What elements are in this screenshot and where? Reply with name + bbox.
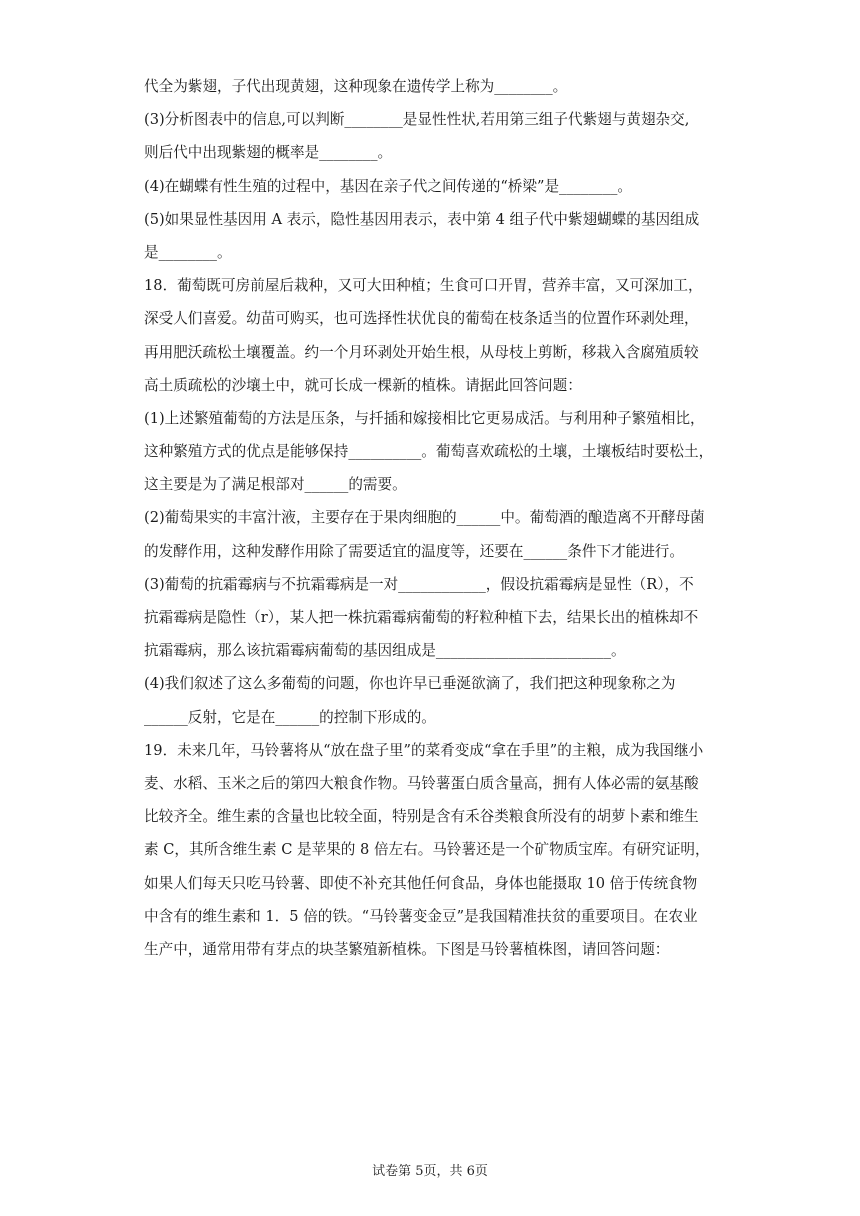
page-footer: 试卷第 5页，共 6页 [372,1164,488,1179]
text-line: (1)上述繁殖葡萄的方法是压条，与扦插和嫁接相比它更易成活。与利用种子繁殖相比， [144,409,705,427]
text-line: 中含有的维生素和 1．5 倍的铁。“马铃薯变金豆”是我国精准扶贫的重要项目。在农业 [144,907,698,925]
text-line: (5)如果显性基因用 A 表示，隐性基因用表示，表中第 4 组子代中紫翅蝴蝶的基因组成 [144,210,700,228]
question-text [144,70,716,966]
text-line: 再用肥沃疏松土壤覆盖。约一个月环剥处开始生根，从母枝上剪断，移栽入含腐殖质较 [144,343,699,361]
text-line: 抗霜霉病是隐性（r），某人把一株抗霜霉病葡萄的籽粒种植下去，结果长出的植株却不 [144,609,699,626]
text-line: 深受人们喜爱。幼苗可购买，也可选择性状优良的葡萄在枝条适当的位置作环剥处理， [144,310,699,328]
text-line: 则后代中出现紫翅的概率是________。 [144,144,393,162]
text-line: 代全为紫翅，子代出现黄翅，这种现象在遗传学上称为________。 [144,78,568,95]
text-line: 的发酵作用，这种发酵作用除了需要适宜的温度等，还要在______条件下才能进行。 [144,542,684,560]
text-line: 抗霜霉病，那么该抗霜霉病葡萄的基因组成是________________________。 [144,642,626,660]
text-line: 麦、水稻、玉米之后的第四大粮食作物。马铃薯蛋白质含量高，拥有人体必需的氨基酸 [144,774,699,792]
text-line: (4)在蝴蝶有性生殖的过程中，基因在亲子代之间传递的“桥梁”是________。 [144,177,633,195]
question-19-line: 19．未来几年，马铃薯将从“放在盘子里”的菜肴变成“拿在手里”的主粮，成为我国继小 [144,741,704,759]
text-line: 生产中，通常用带有芽点的块茎繁殖新植株。下图是马铃薯植株图，请回答问题： [144,940,670,958]
text-line: 这主要是为了满足根部对______的需要。 [144,476,407,494]
text-line: (2)葡萄果实的丰富汁液，主要存在于果肉细胞的______中。葡萄酒的酿造离不开酵母菌 [144,509,705,527]
text-line: 如果人们每天只吃马铃薯、即使不补充其他任何食品，身体也能摄取 10 倍于传统食物 [144,874,698,892]
text-line: ______反射，它是在______的控制下形成的。 [144,708,436,726]
text-line: 这种繁殖方式的优点是能够保持__________。葡萄喜欢疏松的土壤，土壤板结时要松土， [144,443,714,461]
text-line: 是________。 [144,243,232,261]
text-line: (3)葡萄的抗霜霉病与不抗霜霉病是一对____________，假设抗霜霉病是显性（R），不 [144,575,694,593]
text-line: 素 C，其所含维生素 C 是苹果的 8 倍左右。马铃薯还是一个矿物质宝库。有研究证明， [144,841,710,859]
text-line: 比较齐全。维生素的含量也比较全面，特别是含有禾谷类粮食所没有的胡萝卜素和维生 [144,808,699,826]
text-line: (3)分析图表中的信息,可以判断________是显性性状,若用第三组子代紫翅与黄翅杂交, [144,111,690,129]
text-line: (4)我们叙述了这么多葡萄的问题，你也许早已垂涎欲滴了，我们把这种现象称之为 [144,675,676,693]
question-18-line: 18．葡萄既可房前屋后栽种，又可大田种植；生食可口开胃，营养丰富，又可深加工， [144,277,703,295]
text-line: 高土质疏松的沙壤土中，就可长成一棵新的植株。请据此回答问题： [144,376,582,394]
